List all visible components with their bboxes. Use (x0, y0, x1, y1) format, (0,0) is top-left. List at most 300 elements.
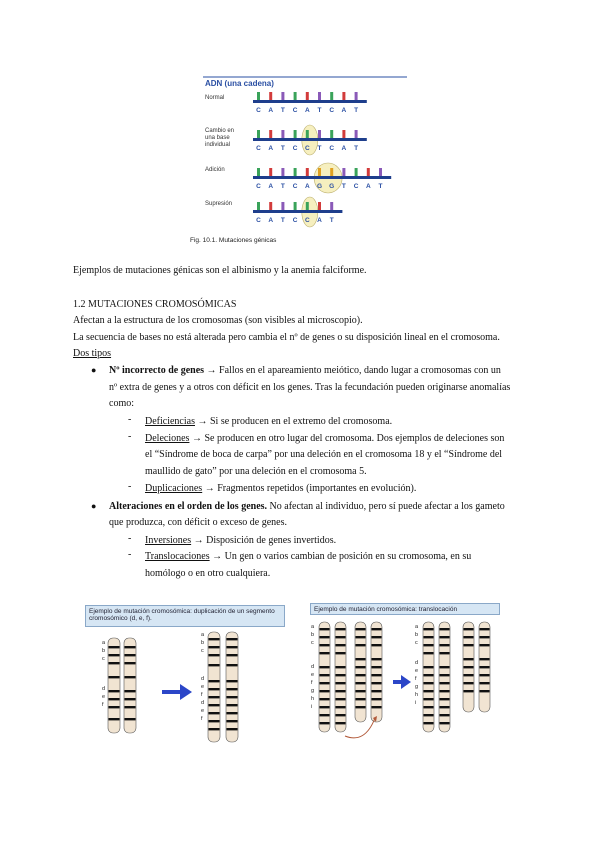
dna-base-letter: C (256, 217, 261, 224)
chromosome-band (227, 712, 238, 714)
paragraph-2: La secuencia de bases no está alterada pero cambia el nº de genes o su disposición lineal en el cromosoma. (73, 332, 500, 343)
chromosome-band (125, 646, 136, 648)
translocaciones-item (145, 549, 471, 565)
chromosome-band (336, 722, 346, 724)
gene-label: h (311, 696, 315, 702)
chromosome-band (125, 706, 136, 708)
chromosome-band (424, 682, 434, 684)
gene-label: f (102, 702, 104, 708)
dna-base-bar (306, 168, 309, 176)
deleciones-line-3: maullido de gato” por una deleción en el cromosoma 5. (145, 466, 367, 477)
dna-backbone (253, 210, 342, 213)
gene-label: c (201, 648, 204, 654)
chromosome-band (372, 690, 382, 692)
chromosome-band (372, 706, 382, 708)
chromosome-band (440, 674, 450, 676)
chromosome-band (464, 674, 474, 676)
chromosome-band (227, 654, 238, 656)
gene-label: e (102, 694, 106, 700)
chromosome-band (464, 690, 474, 692)
chromosome (439, 622, 450, 732)
dna-base-letter: A (268, 217, 274, 224)
chromosome-band (209, 664, 220, 666)
chromosome-band (424, 722, 434, 724)
dash: - (128, 481, 132, 492)
dna-base-bar (355, 168, 358, 176)
chromosome-band (480, 690, 490, 692)
gene-label: e (415, 668, 419, 674)
dna-base-letter: T (317, 107, 322, 114)
chromosome-band (356, 644, 366, 646)
chromosome-band (209, 696, 220, 698)
bullet-2-line-1 (109, 499, 505, 515)
chromosome-band (227, 704, 238, 706)
dna-base-letter: C (292, 183, 298, 190)
chromosome-band (464, 666, 474, 668)
deficiencias-term: Deficiencias (145, 416, 195, 427)
chromosome-band (320, 636, 330, 638)
dna-mutations-figure (190, 70, 427, 250)
chromosome (423, 622, 434, 732)
gene-label: f (311, 680, 313, 686)
gene-label: d (415, 660, 419, 666)
dna-base-bar (306, 130, 309, 138)
chromosome-band (480, 628, 490, 630)
deficiencias-text: → Si se producen en el extremo del cromosoma. (194, 416, 393, 427)
chromosome-band (336, 652, 346, 654)
chromosome-band (480, 636, 490, 638)
chromosome-band (424, 666, 434, 668)
chromosome-band (440, 628, 450, 630)
duplication-figure-title: Ejemplo de mutación cromosómica: duplicación de un segmento cromosómico (d, e, f). (85, 605, 285, 627)
dna-base-letter: C (292, 217, 298, 224)
chromosome-band (424, 690, 434, 692)
chromosome-band (209, 728, 220, 730)
chromosome-band (464, 658, 474, 660)
chromosome-band (109, 698, 120, 700)
dna-base-letter: A (317, 217, 322, 224)
chromosome-band (336, 706, 346, 708)
chromosome-band (125, 662, 136, 664)
chromosome-band (209, 646, 220, 648)
bullet-2-text-a: No afectan al individuo, pero sí puede afectar a los gameto (267, 501, 505, 512)
chromosome (371, 622, 382, 722)
dna-base-letter: C (256, 183, 261, 190)
gene-label: g (415, 684, 419, 690)
dna-base-letter: T (378, 183, 383, 190)
dna-base-letter: C (329, 145, 335, 152)
chromosome-band (209, 704, 220, 706)
gene-label: d (201, 700, 205, 706)
chromosome-band (336, 682, 346, 684)
dna-base-bar (330, 168, 333, 176)
dna-base-letter: A (304, 107, 310, 114)
chromosome-band (209, 720, 220, 722)
bullet-1-line-3: como: (109, 398, 134, 409)
duplicaciones-term: Duplicaciones (145, 483, 203, 494)
chromosome-band (424, 628, 434, 630)
chromosome (463, 622, 474, 712)
chromosome-band (227, 646, 238, 648)
dna-base-letter: C (256, 107, 261, 114)
chromosome-band (125, 718, 136, 720)
dna-base-bar (330, 202, 333, 210)
dna-base-bar (294, 92, 297, 100)
figure-caption: Fig. 10.1. Mutaciones génicas (190, 237, 277, 244)
bullet-1-line-1 (109, 363, 501, 379)
chromosome (319, 622, 330, 732)
translocaciones-term: Translocaciones (145, 551, 210, 562)
deleciones-text: → Se producen en otro lugar del cromosoma. Dos ejemplos de deleciones son (189, 433, 505, 444)
chromosome-band (109, 646, 120, 648)
gene-label: b (415, 632, 419, 638)
dna-base-letter: A (268, 183, 274, 190)
chromosome-band (209, 654, 220, 656)
chromosome-body (226, 632, 238, 742)
paragraph-1: Afectan a la estructura de los cromosomas (son visibles al microscopio). (73, 315, 363, 326)
dna-base-bar (269, 168, 272, 176)
chromosome-band (440, 652, 450, 654)
chromosome-band (320, 628, 330, 630)
dna-base-bar (269, 92, 272, 100)
chromosome-band (109, 662, 120, 664)
inversiones-item (145, 533, 336, 549)
arrow-head (180, 684, 192, 700)
examples-sentence: Ejemplos de mutaciones génicas son el albinismo y la anemia falciforme. (73, 265, 367, 276)
dna-base-bar (281, 130, 284, 138)
chromosome-band (109, 706, 120, 708)
gene-label: e (201, 684, 205, 690)
gene-label: i (311, 704, 313, 710)
chromosome-band (424, 714, 434, 716)
chromosome-band (109, 654, 120, 656)
dna-base-letter: T (341, 183, 346, 190)
chromosome-band (336, 714, 346, 716)
section-heading: 1.2 MUTACIONES CROMOSÓMICAS (73, 299, 237, 310)
chromosome-band (356, 628, 366, 630)
dna-base-letter: C (329, 107, 335, 114)
chromosome-band (320, 682, 330, 684)
dna-base-bar (306, 202, 309, 210)
dna-base-letter: A (268, 145, 274, 152)
chromosome-band (440, 636, 450, 638)
chromosome-band (440, 698, 450, 700)
chromosome-band (209, 712, 220, 714)
gene-label: c (311, 640, 314, 646)
chromosome-band (440, 706, 450, 708)
figure-title: ADN (una cadena) (205, 79, 274, 88)
chromosome-band (356, 682, 366, 684)
duplication-diagram (80, 628, 290, 745)
gene-label: a (415, 624, 419, 630)
deficiencias-item (145, 414, 392, 430)
dna-base-bar (318, 92, 321, 100)
chromosome-band (372, 682, 382, 684)
chromosome-band (356, 674, 366, 676)
chromosome-band (227, 688, 238, 690)
chromosome-band (125, 654, 136, 656)
dna-base-bar (294, 168, 297, 176)
dna-base-letter: A (341, 107, 347, 114)
gene-label: i (415, 700, 417, 706)
dna-base-letter: C (292, 107, 298, 114)
gene-label: e (311, 672, 315, 678)
chromosome-band (424, 706, 434, 708)
row-label-normal: Normal (205, 95, 225, 101)
chromosome-band (356, 706, 366, 708)
dash: - (128, 414, 132, 425)
chromosome (479, 622, 490, 712)
chromosome-band (356, 666, 366, 668)
chromosome-band (125, 676, 136, 678)
bullet-1-line-2: nº extra de genes y a otros con déficit en los genes. Tras la fecundación pueden originarse anomalías (109, 382, 511, 393)
chromosome-band (356, 698, 366, 700)
chromosome-band (440, 644, 450, 646)
chromosome-band (125, 690, 136, 692)
dna-base-letter: G (329, 183, 335, 190)
row-label-adicion: Adición (205, 167, 225, 173)
deleciones-item (145, 431, 504, 447)
translocation-figure (305, 600, 505, 745)
chromosome-band (464, 682, 474, 684)
chromosome-band (440, 666, 450, 668)
gene-label: b (311, 632, 315, 638)
arrow-head (401, 675, 411, 689)
chromosome-band (424, 636, 434, 638)
chromosome-band (356, 690, 366, 692)
gene-label: f (201, 692, 203, 698)
chromosome-band (336, 636, 346, 638)
chromosome-band (372, 628, 382, 630)
gene-label: a (311, 624, 315, 630)
deleciones-line-2: el “Síndrome de boca de carpa” por una deleción en el cromosoma 18 y el “Síndrome del (145, 449, 503, 460)
dna-base-letter: C (304, 145, 310, 152)
dash: - (128, 431, 132, 442)
gene-label: a (201, 632, 205, 638)
chromosome-band (372, 636, 382, 638)
chromosome-band (440, 682, 450, 684)
chromosome-band (320, 690, 330, 692)
dna-base-letter: G (316, 183, 323, 190)
dna-base-letter: A (268, 107, 274, 114)
gene-label: b (102, 648, 106, 654)
chromosome-band (320, 698, 330, 700)
chromosome-band (480, 644, 490, 646)
chromosome-band (336, 644, 346, 646)
dna-base-letter: T (280, 217, 285, 224)
dna-backbone (253, 176, 391, 179)
chromosome-band (336, 666, 346, 668)
dna-base-bar (281, 92, 284, 100)
chromosome (335, 622, 346, 732)
chromosome-band (372, 666, 382, 668)
bullet-2-title: Alteraciones en el orden de los genes. (109, 501, 268, 512)
gene-label: a (102, 640, 106, 646)
dna-base-bar (342, 130, 345, 138)
chromosome-band (227, 664, 238, 666)
bullet-1-text-a: → Fallos en el apareamiento meiótico, dando lugar a cromosomas con un (204, 365, 501, 376)
inversiones-term: Inversiones (145, 535, 192, 546)
chromosome (108, 638, 120, 733)
dna-base-letter: A (304, 183, 310, 190)
chromosome-band (227, 720, 238, 722)
chromosome-band (320, 706, 330, 708)
gene-label: h (415, 692, 419, 698)
dna-base-bar (257, 130, 260, 138)
dos-tipos: Dos tipos (73, 348, 112, 359)
chromosome-band (227, 696, 238, 698)
bullet-1-title: Nº incorrecto de genes (109, 365, 205, 376)
chromosome-band (320, 722, 330, 724)
chromosome-band (320, 666, 330, 668)
translocaciones-line-2: homólogo o en otro cualquiera. (145, 568, 271, 579)
chromosome-band (209, 638, 220, 640)
bullet-2-line-2: que produzca, con déficit o exceso de genes. (109, 517, 287, 528)
gene-label: c (415, 640, 418, 646)
chromosome-band (464, 644, 474, 646)
chromosome-band (336, 674, 346, 676)
dna-base-letter: T (280, 145, 285, 152)
dna-base-bar (330, 92, 333, 100)
chromosome-band (480, 658, 490, 660)
bullet-1: ● (91, 365, 97, 375)
chromosome (208, 632, 220, 742)
chromosome (226, 632, 238, 742)
dna-base-bar (342, 92, 345, 100)
chromosome-band (464, 628, 474, 630)
dna-base-letter: C (292, 145, 298, 152)
chromosome-band (227, 728, 238, 730)
chromosome-band (320, 652, 330, 654)
gene-label: d (102, 686, 106, 692)
gene-label: d (311, 664, 315, 670)
dna-backbone (253, 138, 367, 141)
dna-base-bar (281, 168, 284, 176)
dna-base-letter: T (317, 145, 322, 152)
chromosome-band (424, 698, 434, 700)
dna-backbone (253, 100, 367, 103)
chromosome-band (227, 680, 238, 682)
chromosome-band (424, 644, 434, 646)
chromosome-band (109, 690, 120, 692)
dna-base-letter: T (354, 107, 359, 114)
dna-diagram (195, 70, 427, 235)
chromosome-band (424, 674, 434, 676)
chromosome-band (109, 718, 120, 720)
row-label-supresion: Supresión (205, 201, 233, 207)
chromosome-band (372, 674, 382, 676)
dna-base-bar (355, 130, 358, 138)
dna-base-bar (318, 168, 321, 176)
gene-label: c (102, 656, 105, 662)
dna-base-bar (330, 130, 333, 138)
arrow-shaft (162, 690, 182, 694)
chromosome-band (227, 638, 238, 640)
translocation-diagram (305, 618, 505, 745)
dna-base-bar (318, 202, 321, 210)
chromosome-body (208, 632, 220, 742)
gene-label: d (201, 676, 205, 682)
chromosome-band (125, 698, 136, 700)
dna-base-bar (257, 92, 260, 100)
chromosome-band (320, 644, 330, 646)
chromosome-band (424, 652, 434, 654)
dna-base-letter: C (256, 145, 261, 152)
chromosome-band (109, 676, 120, 678)
dna-base-letter: T (354, 145, 359, 152)
gene-label: b (201, 640, 205, 646)
chromosome-band (320, 714, 330, 716)
bullet-2: ● (91, 501, 97, 511)
gene-label: f (415, 676, 417, 682)
chromosome-band (440, 722, 450, 724)
duplication-figure (80, 600, 290, 745)
translocation-figure-title: Ejemplo de mutación cromosómica: translocación (310, 603, 500, 615)
dash: - (128, 533, 132, 544)
dash: - (128, 549, 132, 560)
gene-label: g (311, 688, 315, 694)
duplicaciones-text: → Fragmentos repetidos (importantes en evolución). (202, 483, 417, 494)
dna-base-bar (379, 168, 382, 176)
chromosome-band (440, 690, 450, 692)
dna-base-letter: C (353, 183, 359, 190)
chromosome (124, 638, 136, 733)
dna-base-letter: A (341, 145, 347, 152)
chromosome-band (464, 636, 474, 638)
chromosome-band (372, 658, 382, 660)
chromosome-band (209, 688, 220, 690)
chromosome-band (480, 674, 490, 676)
dna-base-bar (269, 202, 272, 210)
chromosome-band (336, 690, 346, 692)
chromosome-band (372, 698, 382, 700)
chromosome-band (356, 636, 366, 638)
dna-base-letter: C (304, 217, 310, 224)
gene-label: e (201, 708, 205, 714)
dna-base-letter: T (280, 183, 285, 190)
dna-base-bar (257, 202, 260, 210)
chromosome-band (336, 698, 346, 700)
dna-base-letter: T (280, 107, 285, 114)
chromosome-band (209, 680, 220, 682)
dna-base-bar (342, 168, 345, 176)
dna-base-bar (318, 130, 321, 138)
chromosome-band (372, 644, 382, 646)
gene-label: f (201, 716, 203, 722)
dna-base-letter: T (329, 217, 334, 224)
chromosome-band (440, 714, 450, 716)
duplicaciones-item (145, 481, 416, 497)
dna-base-bar (306, 92, 309, 100)
chromosome-band (480, 666, 490, 668)
dna-base-bar (294, 202, 297, 210)
deleciones-term: Deleciones (145, 433, 190, 444)
dna-base-letter: A (365, 183, 371, 190)
dna-base-bar (367, 168, 370, 176)
dna-base-bar (355, 92, 358, 100)
row-label-cambio: Cambio en una base individual (205, 128, 235, 148)
chromosome-band (320, 674, 330, 676)
translocaciones-text: → Un gen o varios cambian de posición en su cromosoma, en su (209, 551, 472, 562)
dna-base-bar (294, 130, 297, 138)
chromosome-band (480, 682, 490, 684)
dna-base-bar (269, 130, 272, 138)
inversiones-text: → Disposición de genes invertidos. (191, 535, 337, 546)
dna-base-bar (257, 168, 260, 176)
chromosome-band (336, 628, 346, 630)
chromosome (355, 622, 366, 722)
dna-base-bar (281, 202, 284, 210)
